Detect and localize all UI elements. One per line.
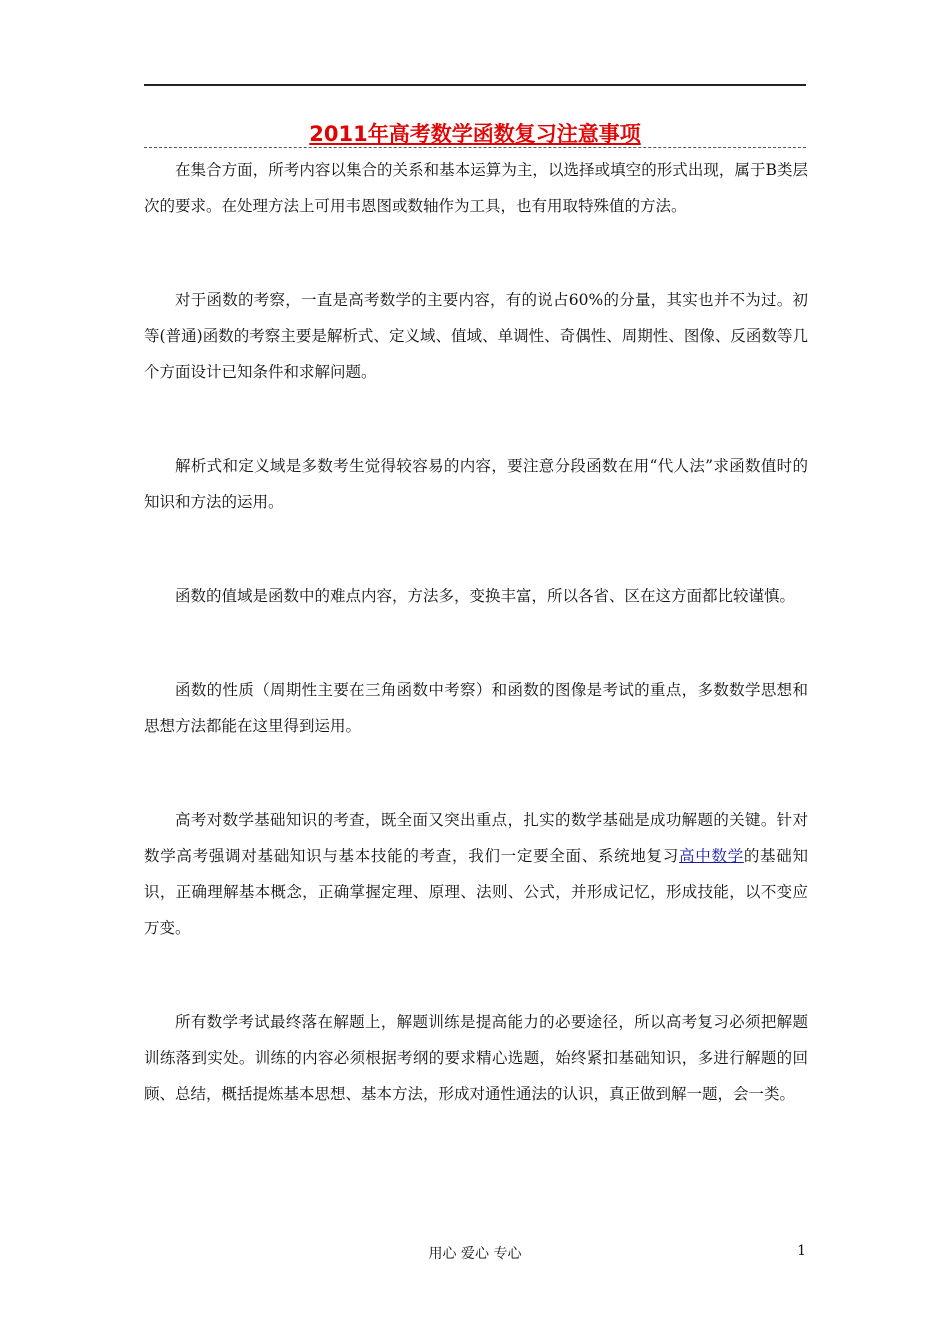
document-title xyxy=(144,120,806,148)
paragraph-domain: 解析式和定义域是多数考生觉得较容易的内容，要注意分段函数在用“代人法”求函数值时的知识和方法的运用。 xyxy=(144,457,808,511)
document-title-text: 2011年高考数学函数复习注意事项 xyxy=(305,122,644,146)
paragraph-problem-solving: 所有数学考试最终落在解题上，解题训练是提高能力的必要途径，所以高考复习必须把解题训练落到实处。训练的内容必须根据考纲的要求精心选题，始终紧扣基础知识，多进行解题的回顾、总结，概括提炼基本思想、基本方法，形成对通性通法的认识，真正做到解一题，会一类。 xyxy=(144,1013,808,1103)
page-footer xyxy=(144,1243,806,1267)
link-high-school-math[interactable]: 高中数学 xyxy=(678,847,744,865)
paragraph-range: 函数的值域是函数中的难点内容，方法多，变换丰富，所以各省、区在这方面都比较谨慎。 xyxy=(175,587,796,605)
page-number: 1 xyxy=(797,1243,806,1259)
paragraph-sets: 在集合方面，所考内容以集合的关系和基本运算为主，以选择或填空的形式出现，属于B类层次的要求。在处理方法上可用韦恩图或数轴作为工具，也有用取特殊值的方法。 xyxy=(144,161,808,215)
paragraph-fundamentals xyxy=(144,802,808,946)
header-rule xyxy=(144,84,806,86)
paragraph-properties: 函数的性质（周期性主要在三角函数中考察）和函数的图像是考试的重点，多数数学思想和思想方法都能在这里得到运用。 xyxy=(144,681,808,735)
footer-motto: 用心 爱心 专心 xyxy=(428,1246,522,1262)
paragraph-fundamentals-text-b: 的基础知识，正确理解基本概念，正确掌握定理、原理、法则、公式，并形成记忆，形成技能，以不变应万变。 xyxy=(144,847,808,937)
title-row xyxy=(144,120,806,152)
document-body xyxy=(144,152,808,1112)
paragraph-functions-overview: 对于函数的考察，一直是高考数学的主要内容，有的说占60%的分量，其实也并不为过。初等(普通)函数的考察主要是解析式、定义域、值域、单调性、奇偶性、周期性、图像、反函数等几个方面设计已知条件和求解问题。 xyxy=(144,291,808,381)
paragraph-fundamentals-text-a: 高考对数学基础知识的考查，既全面又突出重点，扎实的数学基础是成功解题的关键。针对数学高考强调对基础知识与基本技能的考查，我们一定要全面、系统地复习 xyxy=(144,811,808,865)
